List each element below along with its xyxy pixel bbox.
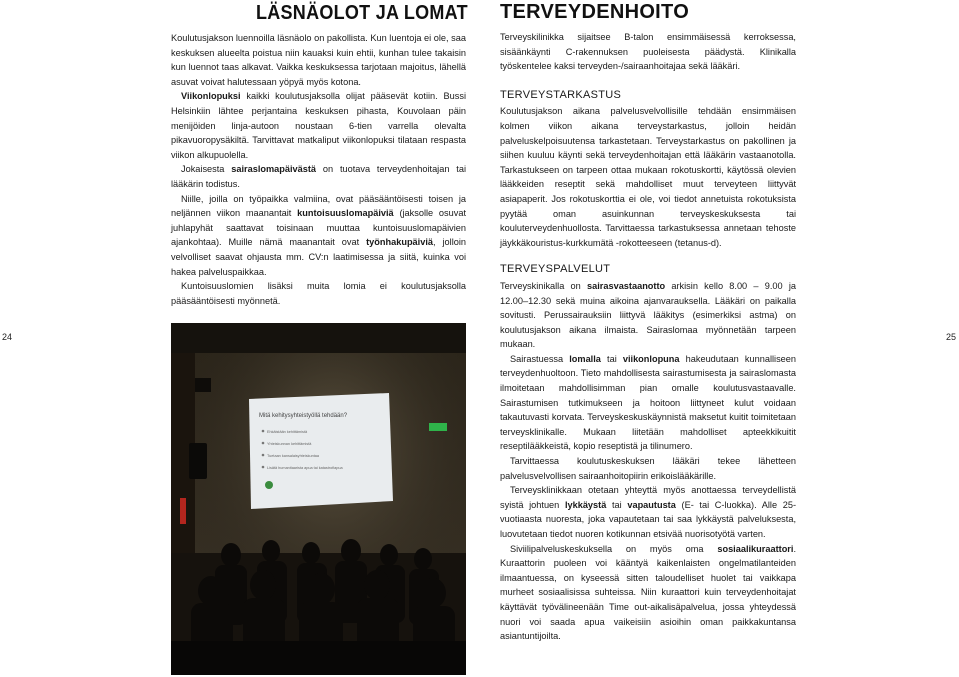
paragraph	[500, 279, 796, 352]
bold-term: vapautusta	[627, 499, 676, 510]
paragraph: Koulutusjakson luennoilla läsnäolo on pakollista. Kun luentoja ei ole, saa keskuksen alueelta poistua niin kauaksi kuin ehtii, kunhan tulee takaisin kun luennot taas alkavat. Vaikka keskuksessa tarjotaan majoitus, lähellä asuvat voivat halutessaan yöpyä myös kotona.	[171, 33, 466, 87]
text-run: Siviilipalveluskeskuksella on myös oma	[510, 543, 718, 554]
section-heading-health-check: TERVEYSTARKASTUS	[500, 88, 622, 101]
paragraph	[500, 352, 796, 454]
bold-term: Viikonlopuksi	[181, 91, 241, 102]
right-body-text	[500, 30, 796, 644]
paragraph	[171, 162, 466, 191]
bold-term: sairaslomapäivästä	[231, 164, 317, 175]
bold-term: lykkäystä	[564, 499, 607, 510]
paragraph	[500, 542, 796, 644]
text-run: Jokaisesta	[181, 164, 232, 175]
text-run: Terveyskinikalla on	[500, 280, 588, 291]
logo-icon	[265, 481, 273, 489]
left-body-text	[171, 31, 466, 308]
bold-term: työnhakupäiviä	[366, 237, 433, 248]
lecture-photo	[171, 323, 466, 675]
paragraph: Koulutusjakson aikana palvelusvelvollisille tehdään ensimmäisen kolmen viikon aikana terveystarkastus, jolloin heidän palveluskelpoisuutensa tarkastetaan. Terveystarkastus on pakollinen ja siihen kuuluu käynti sekä terveydenhoitajan että lääkärin vastaanotolla. Tarkastukseen on tarpeen ottaa mukaan rokotuskortti, käytössä olevien lääkkeiden reseptit sekä mahdolliset muut terveyteen liittyvät asiapaperit. Jos rokotuskorttia ei ole, voi tiedot annetuista rokotuksista pyytää oman asuinkunnan terveyskeskuksesta tai kouluterveydenhuollosta. Tarvittaessa tarkastuksessa annetaan tehoste jäykkäkouristus-kurkkumätä -rokotteeseen (tetanus-d).	[500, 106, 796, 248]
text-run: (E- tai C-luokka). Alle 25-vuotiaasta nuoresta, joka vapautetaan tai saa lykkäystä palveluksesta, luovutetaan tiedot nuoren kotikunnan etsivää nuorisotyötä varten.	[500, 499, 797, 539]
bold-term: sosiaalikuraattori	[717, 543, 794, 554]
text-run: tai	[600, 353, 623, 364]
text-run: tai	[606, 499, 628, 510]
text-run: Niille, joilla on työpaikka valmiina, ovat pääsääntöisesti toisen ja neljännen viikon maanantait	[171, 193, 466, 219]
text-run: on tuotava terveydenhoitajan tai lääkärin todistus.	[171, 164, 466, 189]
text-run: (jaksolle osuvat juhlapyhät saattavat toisinaan muuttaa kuntoisuuslomapäivien ajankohtaa). Muille nämä maanantait ovat	[171, 208, 466, 248]
text-run: , jolloin velvolliset saavat ohjausta mm. CV:n laatimisessa ja siitä, kuinka voi hakea palveluspaikkaa.	[171, 237, 466, 277]
slide-bullet: Lisätä humanitaarista apua tai katastrofiapua	[267, 466, 343, 470]
paragraph: Kuntoisuuslomien lisäksi muita lomia ei koulutusjaksolla pääsääntöisesti myönnetä.	[171, 281, 466, 306]
slide-bullet: Yhteiskunnan kehittämistä	[267, 442, 312, 446]
text-run: arkisin kello 8.00 – 9.00 ja 12.00–12.30 sekä muina aikoina ajanvarauksella. Lääkäri on paikalla sovitusti. Perussairauksiin liittyvä lääkitys (esimerkiksi astma) on koulutusjakson aikana ilmaista. Sairaslomaa myönnetään tarpeen mukaan.	[500, 280, 796, 350]
text-run: Terveysklinikkaan otetaan yhteyttä myös anottaessa terveydellistä syistä johtuen	[500, 485, 796, 510]
lecture-photo-illustration	[171, 323, 466, 675]
text-run: . Kuraattorin puoleen voi kääntyä kaikenlaisten ongelmatilanteiden ilmaantuessa, on kyseessä sitten taloudelliset huolet tai vaikkapa murheet sosiaalisissa suhteissa. Niin kuraattori kuin terveydenhoitajat käyttävät työvälineenään Time out-aikalisäpalvelua, jossa yhteydessä nuori voi saada apua vaikeisiin asioihin oman paikkakuntansa asiantuntijoilta.	[500, 543, 796, 642]
intro-paragraph: Terveyskilinikka sijaitsee B-talon ensimmäisessä kerroksessa, sisäänkäynti C-rakennuksen puoleisesta päädystä. Klinikalla työskentelee kaksi terveyden-/sairaanhoitajaa sekä lääkäri.	[500, 32, 796, 72]
text-run: hakeudutaan kunnalliseen terveydenhuoltoon. Tieto mahdollisesta sairastumisesta ja sairaslomasta ilmoitetaan mahdollisimman pian omalle koulutusvastaavalle. Sairastumisen tutkimukseen ja hoitoon liittyneet kulut voidaan takautuvasti korvata. Terveyskeskuskäynnistä maksetut kuitit toimitetaan terveysklinikalle. Mukaan liitetään mahdolliset apteekkikuitit reseptilääkkeistä, kopio reseptistä ja tilinumero.	[500, 353, 796, 452]
bold-term: kuntoisuuslomapäiviä	[297, 208, 394, 219]
slide-bullet: Tuetaan kansalaisyhteiskuntaa	[267, 454, 319, 458]
paragraph	[171, 192, 466, 280]
bold-term: viikonlopuna	[622, 353, 680, 364]
bold-term: sairasvastaanotto	[587, 280, 666, 291]
paragraph	[500, 483, 796, 541]
right-page-title: TERVEYDENHOITO	[500, 1, 690, 23]
paragraph	[171, 89, 466, 162]
page-number-left: 24	[2, 332, 13, 342]
text-run: Sairastuessa	[510, 353, 570, 364]
slide-bullet: Ehkäistään kehittämistä	[267, 430, 308, 434]
section-heading-health-services: TERVEYSPALVELUT	[500, 263, 611, 276]
page-number-right: 25	[946, 332, 957, 342]
paragraph: Tarvittaessa koulutuskeskuksen lääkäri tekee lähetteen palvelusvelvollisen sairaanhoitopiirin erikoislääkärille.	[500, 456, 796, 481]
slide-title: Mitä kehitysyhteistyöllä tehdään?	[259, 413, 348, 419]
bold-term: lomalla	[569, 353, 601, 364]
text-run: kaikki koulutusjaksolla olijat pääsevät kotiin. Bussi Helsinkiin lähtee perjantaina keskuksen pihasta, Kouvolaan päin menijöiden linja-autoon noustaan 6-tien varrella olevalta pikavuoropysäkiltä. Tarvittavat matkaliput viikonlopuksi tilataan respasta viikon alkupuolella.	[171, 91, 466, 160]
left-page-title: LÄSNÄOLOT JA LOMAT	[256, 2, 468, 24]
